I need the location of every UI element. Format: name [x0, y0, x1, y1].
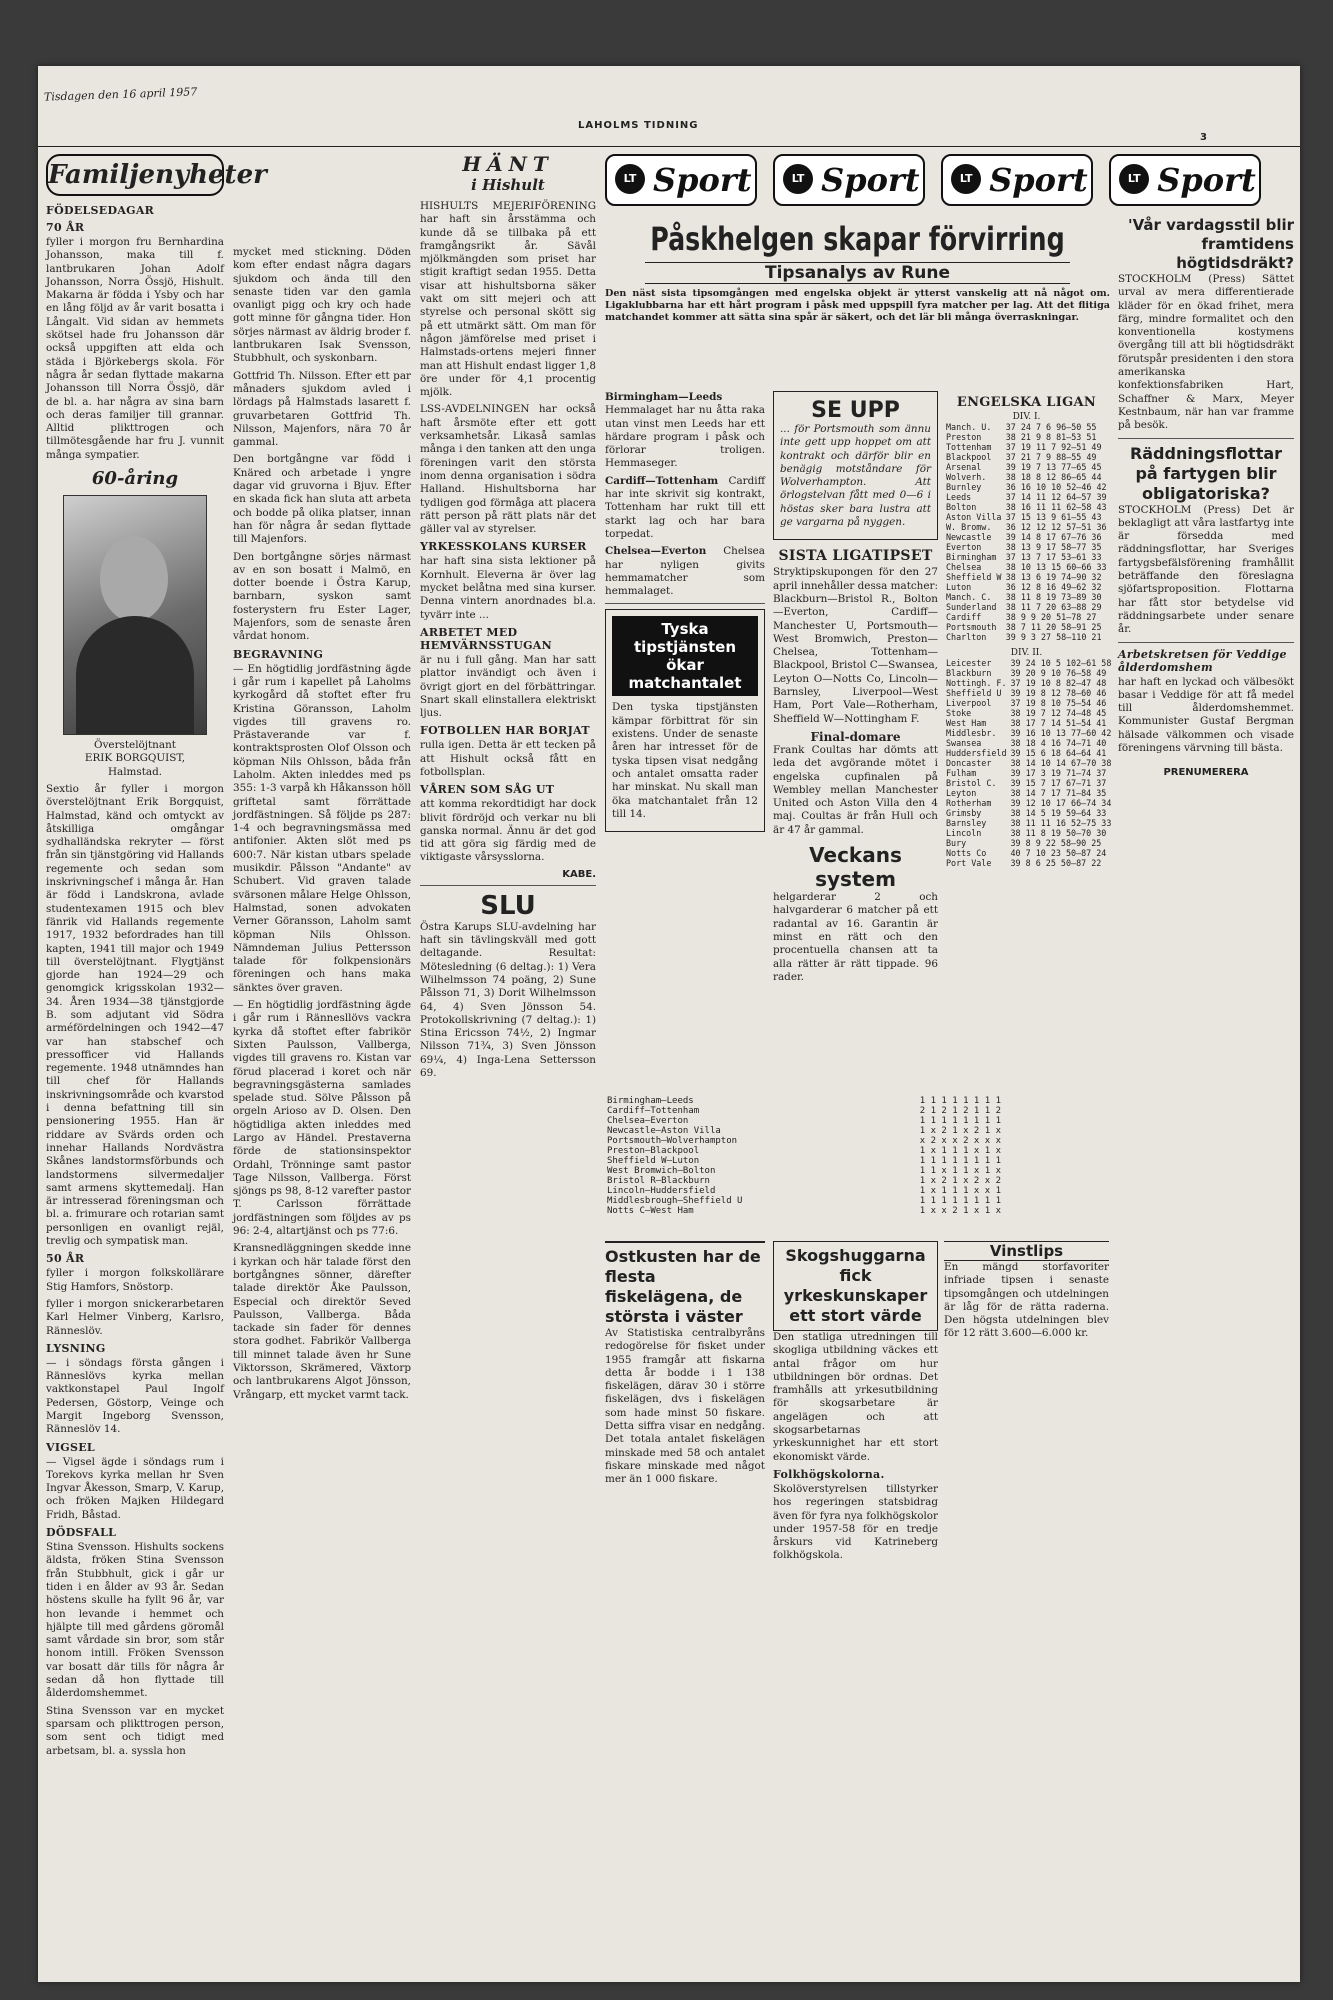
- dodsfall-text: Stina Svensson. Hishults sockens äldsta, fröken Stina Svensson från Stubbhult, gick i går ur tiden i en ålder av 93 år. Sedan höstens skulle ha fyllt 96 år, var hon levande i hemmet och hjälpte till med gårdens göromål samt vårdade sin bror, som står honom intill. Fröken Svensson var bosatt där tills för några år sedan då hon flyttade till ålderdomshemmet.: [46, 1541, 224, 1700]
- tyska-text: Den tyska tipstjänsten kämpar förbittrat för sin existens. Under de senaste åren har intresset för de tyska tipsen visat nedgång och antalet omsatta rader har minskat. Nu skall man öka matchantalet från 12 till 14.: [612, 701, 758, 820]
- league-row: [944, 658, 1113, 668]
- league-row: [944, 442, 1109, 452]
- league-row: [944, 572, 1109, 582]
- obit-nilsson-2: Den bortgångne var född i Knäred och arbetade i yngre dagar vid gruvorna i Bjuv. Efter en skada fick han sluta att arbeta och bodde på olika platser, innan han för några år sedan flyttade till Majenfors.: [233, 453, 411, 546]
- sport-col-b: [773, 391, 938, 1091]
- league-row: [944, 422, 1109, 432]
- raddning-title: Räddningsflottar på fartygen blir obligatoriska?: [1129, 443, 1283, 503]
- yrkes-header: YRKESSKOLANS KURSER: [420, 540, 587, 554]
- team-name: Notts C—West Ham: [607, 1206, 694, 1216]
- slu-rule: [420, 885, 596, 886]
- team-stats: 37 19 10 8 82—47 48: [1010, 678, 1107, 688]
- sista-ligatipset-text: Stryktipskupongen för den 27 april innehåller dessa matcher: Blackburn—Bristol R., Bolton—Everton, Cardiff—Manchester U, Portsmouth—West Bromwich, Preston—Chelsea, Tottenham—Blackpool, Bristol C—Swansea, Leyton O—Notts Co, Lincoln—Barnsley, Liverpool—West Ham, Port Vale—Rotherham, Sheffield W—Nottingham F.: [773, 566, 938, 725]
- text-70: fyller i morgon fru Bernhardina Johansson, maka till f. lantbrukaren Johan Adolf Johansson, Norra Össjö, Hishult. Makarna är födda i Ysby och har en lång följd av år varit bosatta i Långalt. Vid sidan av hemmets skötsel hade fru Johansson där också uppgiften att elda och städa i Björkebergs skola. För några år sedan flyttade makarna Johansson till Norra Össjö, där de bl. a. har några av sina barn och deras familjer till grannar. Alltid plikttrogen och tillmötesgående har fru J. vunnit många sympatier.: [46, 236, 224, 461]
- match2-text: [605, 475, 765, 541]
- match2-body: Cardiff har inte skrivit sig kontrakt, Tottenham har rukt till ett starkt lag och har bara torpedat.: [605, 474, 765, 540]
- team-stats: 38 19 7 12 74—48 45: [1010, 708, 1107, 718]
- tips-row: [605, 1096, 1109, 1106]
- team-stats: 1 1 1 1 1 1 1 1: [919, 1196, 1002, 1206]
- slu-title: SLU: [480, 890, 536, 921]
- team-name: Stoke: [946, 708, 972, 718]
- tips-row: [605, 1116, 1109, 1126]
- team-stats: 38 18 8 12 86—65 44: [1005, 472, 1102, 482]
- text-50a: fyller i morgon folkskollärare Stig Hamfors, Snöstorp.: [46, 1267, 224, 1293]
- league-row: [944, 688, 1113, 698]
- team-name: Portsmouth: [946, 622, 997, 632]
- team-name: W. Bromw.: [946, 522, 992, 532]
- age-60-header: 60-åring: [91, 468, 179, 490]
- team-name: Sheffield W—Luton: [607, 1156, 700, 1166]
- team-stats: 36 12 12 12 57—51 36: [1005, 522, 1107, 532]
- hant-column: [420, 152, 596, 1974]
- varen-header: VÅREN SOM SÅG UT: [420, 783, 555, 797]
- team-stats: 38 9 9 20 51—78 27: [1005, 612, 1097, 622]
- league-row: [944, 452, 1109, 462]
- league-row: [944, 768, 1113, 778]
- team-stats: 39 15 6 18 64—64 41: [1010, 748, 1107, 758]
- team-stats: 1 x 2 1 x 2 1 x: [919, 1126, 1002, 1136]
- team-name: Sheffield U: [946, 688, 1002, 698]
- match3-body: Chelsea har nyligen givits hemmamatcher som hemmalaget.: [605, 545, 765, 598]
- photo-caption-1: Överstelöjtnant: [94, 739, 176, 752]
- portrait-photo: [63, 495, 207, 735]
- team-stats: 38 11 7 20 63—88 29: [1005, 602, 1102, 612]
- team-stats: 38 14 7 17 71—84 35: [1010, 788, 1107, 798]
- team-name: Cardiff: [946, 612, 982, 622]
- league-row: [944, 612, 1109, 622]
- team-stats: 39 24 10 5 102—61 58: [1010, 658, 1112, 668]
- team-stats: 38 16 11 11 62—58 43: [1005, 502, 1107, 512]
- league-row: [944, 758, 1113, 768]
- team-name: Everton: [946, 542, 982, 552]
- sport-word: Sport: [989, 161, 1088, 199]
- portrait-head: [100, 536, 168, 622]
- team-stats: 38 11 11 16 52—75 33: [1010, 818, 1112, 828]
- hemvarn-header: ARBETET MED HEMVÄRNSSTUGAN: [420, 625, 552, 652]
- team-name: West Ham: [946, 718, 987, 728]
- arbetskretsen-title: Arbetskretsen för Veddige ålderdomshem: [1118, 647, 1287, 674]
- sport-banner-3: [941, 154, 1093, 206]
- team-stats: 39 8 6 25 50—87 22: [1010, 858, 1102, 868]
- tips-row: [605, 1186, 1109, 1196]
- team-stats: 1 x 2 1 x 2 x 2: [919, 1176, 1002, 1186]
- team-stats: 1 x x 2 1 x 1 x: [919, 1206, 1002, 1216]
- team-stats: 38 13 9 17 58—77 35: [1005, 542, 1102, 552]
- sport-word: Sport: [821, 161, 920, 199]
- team-name: Leyton: [946, 788, 977, 798]
- final-domare-title: Final-domare: [810, 729, 901, 744]
- match1-text: [605, 391, 765, 471]
- team-stats: 38 21 9 8 81—53 51: [1005, 432, 1097, 442]
- league-row: [944, 562, 1109, 572]
- page-date: Tisdagen den 16 april 1957: [43, 85, 198, 104]
- league-row: [944, 718, 1113, 728]
- team-stats: 38 10 13 15 60—66 33: [1005, 562, 1107, 572]
- team-stats: 1 1 1 1 1 1 1 1: [919, 1096, 1002, 1106]
- league-row: [944, 728, 1113, 738]
- obit-continued: mycket med stickning. Döden kom efter endast några dagars sjukdom och ända till den senaste tiden var den gamla ovanligt pigg och kry och hade gott minne för gångna tider. Hon sörjes närmast av äldrig broder f. lantbrukaren Isak Svensson, Stubbhult, och syskonbarn.: [233, 246, 411, 365]
- team-stats: 1 x 1 1 1 x 1 x: [919, 1146, 1002, 1156]
- team-name: West Bromwich—Bolton: [607, 1166, 716, 1176]
- lysning-header: LYSNING: [46, 1341, 106, 1355]
- team-name: Wolverh.: [946, 472, 987, 482]
- hemvarn-text: är nu i full gång. Man har satt plattor invändigt och även i övrigt gjort en del förbättringar. Snart skall elinstallera elektriskt ljus.: [420, 653, 596, 720]
- sport-word: Sport: [653, 161, 752, 199]
- league-row: [944, 602, 1109, 612]
- paper-name: LAHOLMS TIDNING: [578, 120, 699, 131]
- lt-badge-icon: LT: [615, 164, 645, 194]
- team-name: Chelsea—Everton: [607, 1116, 689, 1126]
- raddning-rule: [1118, 438, 1294, 439]
- age-50-header: 50 ÅR: [46, 1252, 85, 1266]
- match1-name: Birmingham—Leeds: [605, 391, 723, 403]
- sport-banner-1: [605, 154, 757, 206]
- team-name: Doncaster: [946, 758, 992, 768]
- photo-caption-2: ERIK BORGQUIST,: [84, 752, 186, 765]
- tips-row: [605, 1206, 1109, 1216]
- team-stats: 37 13 7 17 53—61 33: [1005, 552, 1102, 562]
- team-stats: 39 14 8 17 67—76 36: [1005, 532, 1102, 542]
- team-name: Barnsley: [946, 818, 987, 828]
- league-row: [944, 858, 1113, 868]
- team-name: Preston: [946, 432, 982, 442]
- league-row: [944, 462, 1109, 472]
- team-name: Rotherham: [946, 798, 992, 808]
- match3-text: [605, 545, 765, 598]
- main-subtitle: Tipsanalys av Rune: [645, 262, 1070, 284]
- final-domare-text: Frank Coultas har dömts att leda det avgörande mötet i engelska cupfinalen på Wembley mellan Manchester United och Aston Villa den 4 maj. Coultas är från Hull och är 47 år gammal.: [773, 743, 938, 836]
- folkhogskolorna-title: Folkhögskolorna.: [773, 1467, 885, 1481]
- team-name: Port Vale: [946, 858, 992, 868]
- lysning-text: — i söndags första gången i Ränneslövs kyrka mellan vaktkonstapel Paul Ingolf Pedersen, Göstorp, Veinge och Margit Ingeborg Svensson, Ränneslöv 14.: [46, 1356, 224, 1436]
- tips-row: [605, 1166, 1109, 1176]
- team-name: Lincoln: [946, 828, 982, 838]
- dodsfall-text-2: Stina Svensson var en mycket sparsam och plikttrogen person, som sent och tidigt med arbetsam, bl. a. syssla hon: [46, 1704, 224, 1757]
- team-stats: x 2 x x 2 x x x: [919, 1136, 1002, 1146]
- league-row: [944, 552, 1109, 562]
- page-number: 3: [1200, 132, 1207, 143]
- team-stats: 37 19 11 7 92—51 49: [1005, 442, 1102, 452]
- ostkusten-title: Ostkusten har de flesta fiskelägena, de största i väster: [605, 1241, 765, 1327]
- tips-table: [605, 1096, 1109, 1216]
- team-stats: 36 12 8 16 49—62 32: [1005, 582, 1102, 592]
- hant-lss: LSS-AVDELNINGEN har också haft årsmöte efter ett gott verksamhetsår. Likaså samlas många i den tanken att den unga föreningen varit den största inom denna organisation i södra Halland. Hishultsborna har tydligen god förmåga att placera rätt person på rätt plats när det gäller val av styrelser.: [420, 403, 596, 536]
- team-stats: 38 14 5 19 59—64 33: [1010, 808, 1107, 818]
- lt-badge-icon: LT: [783, 164, 813, 194]
- team-stats: 39 19 8 12 78—60 46: [1010, 688, 1107, 698]
- league-row: [944, 502, 1109, 512]
- team-name: Birmingham: [946, 552, 997, 562]
- main-headline: Påskhelgen skapar förvirring: [650, 220, 1065, 258]
- team-name: Middlesbr.: [946, 728, 997, 738]
- tips-system: [605, 1096, 1109, 1236]
- obit-nilsson-3: Den bortgångne sörjes närmast av en son bosatt i Malmö, en dotter boende i Östra Karup, barnbarn, syskon samt fosterystern fru Ester Lager, Majenfors, som de senaste åren vårdat honom.: [233, 550, 411, 643]
- team-name: Bristol C.: [946, 778, 997, 788]
- text-50b: fyller i morgon snickerarbetaren Karl Helmer Vinberg, Karlsro, Ränneslöv.: [46, 1297, 224, 1337]
- age-70-header: 70 ÅR: [46, 221, 85, 234]
- team-stats: 1 1 1 1 1 1 1 1: [919, 1156, 1002, 1166]
- skog-title: Skogshuggarna fick yrkeskunskaper ett stort värde: [773, 1241, 938, 1331]
- div1-title: DIV. I.: [1012, 412, 1041, 422]
- team-name: Tottenham: [946, 442, 992, 452]
- team-name: Arsenal: [946, 462, 982, 472]
- league-row: [944, 582, 1109, 592]
- skog-article: [773, 1241, 938, 1976]
- league-row: [944, 432, 1109, 442]
- raddning-text: STOCKHOLM (Press) Det är beklagligt att våra lastfartyg inte är försedda med räddningsflottar, har Sveriges fartygsbefälsförening framhållit beträffande den föreslagna sjöfartsproposition. Flottarna har fått stor betydelse vid räddningsarbete under senare år.: [1118, 503, 1294, 636]
- tips-row: [605, 1136, 1109, 1146]
- lt-badge-icon: LT: [1119, 164, 1149, 194]
- tips-row: [605, 1196, 1109, 1206]
- sport-banner-2: [773, 154, 925, 206]
- tips-row: [605, 1106, 1109, 1116]
- veckans-title: Veckans system: [809, 843, 902, 892]
- kransnedlaggning-text: Kransnedläggningen skedde inne i kyrkan och här talade först den bortgångnes sönner, därefter talade direktör Åke Paulsson, Especial och direktör Seved Paulsson, Vallberga. Båda tackade sin fader för dennes stora godhet. Fabrikör Vallberga till minnet talade även hr Sune Viktorsson, Skrämered, Växtorp och lantbrukarens Algot Jönsson, Vrångarp, ett mycket varmt tack.: [233, 1242, 411, 1401]
- team-name: Liverpool: [946, 698, 992, 708]
- team-name: Bristol R—Blackburn: [607, 1176, 710, 1186]
- team-name: Birmingham—Leeds: [607, 1096, 694, 1106]
- div2-table: [944, 658, 1113, 868]
- tyska-title: Tyska tipstjänsten ökar matchantalet: [612, 616, 758, 696]
- league-row: [944, 592, 1109, 602]
- league-row: [944, 678, 1113, 688]
- team-name: Leicester: [946, 658, 992, 668]
- team-name: Bury: [946, 838, 967, 848]
- match1-body: Hemmalaget har nu åtta raka utan vinst men Leeds har ett härdare program i påsk och förlorar troligen. Hemmaseger.: [605, 404, 765, 470]
- team-name: Chelsea: [946, 562, 982, 572]
- league-row: [944, 522, 1109, 532]
- team-name: Preston—Blackpool: [607, 1146, 700, 1156]
- team-stats: 37 15 13 9 61—55 43: [1005, 512, 1102, 522]
- tips-row: [605, 1146, 1109, 1156]
- league-tables: [944, 391, 1112, 1091]
- lt-badge-icon: LT: [951, 164, 981, 194]
- team-name: Portsmouth—Wolverhampton: [607, 1136, 738, 1146]
- team-stats: 1 1 x 1 1 x 1 x: [919, 1166, 1002, 1176]
- slu-text: Östra Karups SLU-avdelning har haft sin tävlingskväll med gott deltagande. Resultat: Mötesledning (6 deltag.): 1) Vera Wilhelmsson 74 poäng, 2) Sune Pålsson 71, 3) Dorit Wilhelmsson 64, 4) Sven Jönsson 54. Protokollskrivning (7 deltag.): 1) Stina Ericsson 74½, 2) Ingmar Nilsson 71¾, 3) Sven Jönsson 69¼, 4) Inga-Lena Settersson 69.: [420, 920, 596, 1080]
- tips-row: [605, 1156, 1109, 1166]
- team-name: Charlton: [946, 632, 987, 642]
- league-row: [944, 788, 1113, 798]
- team-name: Sheffield W: [946, 572, 1002, 582]
- portrait-uniform: [76, 616, 194, 734]
- league-row: [944, 622, 1109, 632]
- team-stats: 1 x 1 1 1 x x 1: [919, 1186, 1002, 1196]
- folkhogskolorna-text: Skolöverstyrelsen tillstyrker hos regeringen statsbidrag även för fyra nya folkhögskolor under 1957-58 för en tredje årskurs vid Katrineberg folkhögskola.: [773, 1482, 938, 1562]
- sport-word: Sport: [1157, 161, 1256, 199]
- vigsel-header: VIGSEL: [46, 1440, 95, 1454]
- tyska-box: [605, 609, 765, 832]
- veckans-text: helgarderar 2 och halvgarderar 6 matcher på ett radantal av 16. Garantin är minst en rätt och den procentuella chansen att ta alla rätter är rätt tippade. 96 rader.: [773, 891, 938, 983]
- team-name: Notts Co: [946, 848, 987, 858]
- team-stats: 2 1 2 1 2 1 1 2: [919, 1106, 1002, 1116]
- team-stats: 39 12 10 17 66—74 34: [1010, 798, 1112, 808]
- team-name: Swansea: [946, 738, 982, 748]
- league-row: [944, 632, 1109, 642]
- team-name: Newcastle—Aston Villa: [607, 1126, 721, 1136]
- se-upp-title: SE UPP: [811, 398, 900, 423]
- newspaper-page: [38, 66, 1300, 1982]
- birthdays-header: FÖDELSEDAGAR: [46, 204, 155, 217]
- team-stats: 38 18 4 16 74—71 40: [1010, 738, 1107, 748]
- team-name: Aston Villa: [946, 512, 1002, 522]
- team-stats: 39 20 9 10 76—58 49: [1010, 668, 1107, 678]
- team-stats: 38 17 7 14 51—54 41: [1010, 718, 1107, 728]
- begravning-text: — En högtidlig jordfästning ägde i går rum i kapellet på Laholms kyrkogård då stoftet efter fru Kristina Göransson, Laholm vigdes till gravens ro. Prästaverande var f. kontraktsprosten Olof Olsson och köpman Nils Ohlsson, båda från Laholm. Akten inleddes med ps 355: 1-3 varpå kh Håkansson höll griftetal samt förrättade jordfästningen. Så följde ps 287: 1-4 och begravningsmässa med antifonier. Akten slöt med ps 600:7. När kistan utbars spelade musikdir. Pålsson "Andante" av Schubert. Vid graven talade svärsonen målare Helge Ohlsson, Halmstad, sonen advokaten Verner Göransson, Laholm samt köpman Nils Ohlsson. Nämndeman Julius Pettersson talade för folkpensionärs föreningen och hans maka sänktes över graven.: [233, 662, 411, 994]
- vardag-title: 'Vår vardagsstil blir framtidens högtidsdräkt?: [1128, 216, 1294, 272]
- sport-col-a: [605, 391, 765, 1091]
- league-row: [944, 818, 1113, 828]
- ostkusten-text: Av Statistiska centralbyråns redogörelse för fisket under 1955 framgår att fiskarna detta år bodde i 1 138 fiskelägen, därav 30 i större fiskelägen, dvs i fiskelägen som hade minst 50 fiskare. Detta siffra visar en nedgång. Det totala antalet fiskelägen minskade med 58 och antalet fiskare minskade med något mer än 1 000 fiskare.: [605, 1327, 765, 1486]
- team-stats: 37 21 7 9 88—55 49: [1005, 452, 1097, 462]
- right-column: [1118, 216, 1294, 1976]
- vinstlips-text: En mängd storfavoriter infriade tipsen i senaste tipsomgången och utdelningen är låg för de rätta raderna. Den högsta utdelningen blev för 12 rätt 3.600—6.000 kr.: [944, 1261, 1109, 1340]
- team-stats: 38 11 8 19 73—89 30: [1005, 592, 1102, 602]
- tips-row: [605, 1126, 1109, 1136]
- engelska-ligan-title: ENGELSKA LIGAN: [956, 395, 1097, 410]
- league-row: [944, 708, 1113, 718]
- main-lead: Den näst sista tipsomgången med engelska objekt är ytterst vanskelig att nå något om. Ligaklubbarna har ett hårt program i påsk med uppspill fyra matcher per lag. Att det flitiga matchandet kommer att sätta sina spår är säkert, och det lär bli många överraskningar.: [605, 288, 1110, 323]
- match3-name: Chelsea—Everton: [605, 545, 707, 558]
- team-stats: 37 24 7 6 96—50 55: [1005, 422, 1097, 432]
- vinstlips-article: [944, 1241, 1109, 1976]
- sport-main: [605, 216, 1110, 386]
- prenumerera-label: PRENUMERERA: [1163, 767, 1249, 779]
- hant-title: HÄNT: [462, 152, 554, 176]
- se-upp-box: [773, 391, 938, 540]
- team-stats: 36 16 10 10 52—46 42: [1005, 482, 1107, 492]
- hant-subtitle: i Hishult: [471, 176, 545, 194]
- header-rule: [38, 146, 1300, 147]
- team-name: Huddersfield: [946, 748, 1007, 758]
- sista-ligatipset-title: SISTA LIGATIPSET: [778, 548, 933, 565]
- league-row: [944, 698, 1113, 708]
- hant-mejeri: HISHULTS MEJERIFÖRENING har haft sin årsstämma och kunde då se tillbaka på ett framgångsrikt år. Sävål mjölkmängden som priset har stigit kraftigt sedan 1955. Detta visar att hishultsborna säker vakt om sitt mejeri och att styrelse och personal skött sig på ett utmärkt sätt. Om man för någon jämförelse med priset i Halmstads-ortens mejeri finner man att Hishult endast ligger 1,8 öre under för 4,1 procentig mjölk.: [420, 200, 596, 399]
- league-row: [944, 748, 1113, 758]
- team-stats: 37 19 8 10 75—54 46: [1010, 698, 1107, 708]
- team-name: Bolton: [946, 502, 977, 512]
- team-stats: 39 15 7 17 67—71 37: [1010, 778, 1107, 788]
- team-name: Leeds: [946, 492, 972, 502]
- team-name: Blackburn: [946, 668, 992, 678]
- se-upp-text: ... för Portsmouth som ännu inte gett upp hoppet om att kontrakt och därför blir en benägig motståndare för Wolverhampton. Att örlogstelvan fått med 0—6 i höstas sker bara lustra att ge vargarna på nyggen.: [780, 423, 931, 529]
- team-stats: 40 7 10 23 50—87 24: [1010, 848, 1107, 858]
- photo-caption-3: Halmstad.: [107, 765, 163, 778]
- hant-signature: KABE.: [562, 868, 596, 880]
- league-row: [944, 798, 1113, 808]
- team-name: Cardiff—Tottenham: [607, 1106, 700, 1116]
- tips-row: [605, 1176, 1109, 1186]
- league-row: [944, 512, 1109, 522]
- team-name: Fulham: [946, 768, 977, 778]
- div1-table: [944, 422, 1109, 642]
- team-name: Nottingh. F.: [946, 678, 1007, 688]
- obituary-column: [233, 246, 411, 1974]
- vigsel-text: — Vigsel ägde i söndags rum i Torekovs kyrka mellan hr Sven Ingvar Åkesson, Smarp, V. Karup, och fröken Majken Hildegard Fridh, Båstad.: [46, 1455, 224, 1521]
- vardag-text: STOCKHOLM (Press) Sättet urval av mera differentierade kläder för en ökad frihet, mera färg, mindre formalitet och den konventionella kostymens övergång till att bli högtidsdräkt förutspår presidenten i den stora amerikanska konfektionsfabriken Hart, Schaffner & Marx, Meyer Kestnbaum, när han var framme på besök.: [1118, 273, 1294, 432]
- league-row: [944, 838, 1113, 848]
- league-row: [944, 828, 1113, 838]
- team-stats: 1 1 1 1 1 1 1 1: [919, 1116, 1002, 1126]
- league-row: [944, 472, 1109, 482]
- sport-banner-4: [1109, 154, 1261, 206]
- yrkes-text: har haft sina sista lektioner på Kornhult. Eleverna är över lag mycket belåtna med sina kurser. Denna vintern anordnades bl.a. tyvärr inte ...: [420, 555, 596, 621]
- text-60: Sextio år fyller i morgon överstelöjtnant Erik Borgquist, Halmstad, känd och omtyckt av åtskilliga omgångar sydhalländska rekryter — först från sin tjänstgöring vid Hallands regemente och sedan som inskrivningschef i många år. Han är född i Landskrona, avlade studentexamen 1915 och blev fänrik vid Hallands regemente 1917, 1932 befordrades han till kapten, 1941 till major och 1949 till överstelöjtnant. Flygtjänst gjorde han 1924—29 och genomgick krigsskolan 1932—34. Åren 1934—38 tjänstgjorde B. som adjutant vid Södra arméfördelningen och 1942—47 var han stabschef och pressofficer vid Hallands regemente. 1948 utnämndes han till chef för Hallands inskrivningsområde och kvarstod i denna befattning till sin pensionering 1955. Han är riddare av Svärds orden och innehar Hallands Nordvästra Skånes landstormsförbunds och landstormens silvermedaljer samt armens skyttemedalj. Han är intresserad föreningsman och bl. a. frimurare och rotarian samt personligen en ovanligt rejäl, trevlig och sympatisk man.: [46, 782, 224, 1248]
- league-row: [944, 738, 1113, 748]
- begravning-text-2: — En högtidlig jordfästning ägde i går rum i Rännesllövs vackra kyrka då stoftet efter fabrikör Sixten Paulsson, Vallberga, vigdes till gravens ro. Kistan var förud placerad i koret och när begravningsgästerna samlades spelade stud. Sölve Pålsson på orgeln Arioso av D. Olsen. Den högtidliga akten inleddes med Largo av Händel. Prestaverna förde de stationsinspektor Ordahl, Trönninge samt pastor Tage Nilsson, Vallberga. Först sjöngs ps 98, 8-12 varefter pastor T. Carlsson förrättade jordfästningen som följdes av ps 96: 2-4, altartjänst och ps 77:6.: [233, 999, 411, 1238]
- obit-nilsson: Gottfrid Th. Nilsson. Efter ett par månaders sjukdom avled i lördags på Halmstads lasarett f. gruvarbetaren Gottfrid Th. Nilsson, Majenfors, nära 70 år gammal.: [233, 369, 411, 449]
- team-stats: 39 16 10 13 77—60 42: [1010, 728, 1112, 738]
- team-name: Sunderland: [946, 602, 997, 612]
- team-stats: 38 13 6 19 74—90 32: [1005, 572, 1102, 582]
- sport-banner-row: [605, 154, 1295, 210]
- team-name: Grimsby: [946, 808, 982, 818]
- team-name: Blackpool: [946, 452, 992, 462]
- team-name: Manch. C.: [946, 592, 992, 602]
- div2-title: DIV. II.: [1010, 648, 1043, 658]
- skog-text: Den statliga utredningen till skogliga utbildning väckes ett antal frågor om hur utbildningen bör ordnas. Det framhålls att yrkesutbildning för skogsarbetare är angelägen och att skogsarbetarnas yrkeskunnighet har ett stort ekonomiskt värde.: [773, 1331, 938, 1463]
- arbetskretsen-text: har haft en lyckad och välbesökt basar i Veddige för att få medel till ålderdomshemmet. Kommunister Gustaf Bergman hälsade välkommen och visade föreningens värvning till bästa.: [1118, 675, 1294, 755]
- family-column: [46, 154, 267, 1974]
- league-row: [944, 808, 1113, 818]
- varen-text: att komma rekordtidigt har dock blivit fördröjd och verkar nu bli ganska normal. Ännu är det god tid att göra sig färdig med de viktigaste vårsysslorna.: [420, 798, 596, 864]
- dodsfall-header: DÖDSFALL: [46, 1526, 117, 1540]
- league-row: [944, 778, 1113, 788]
- team-name: Lincoln—Huddersfield: [607, 1186, 716, 1196]
- team-name: Luton: [946, 582, 972, 592]
- team-name: Newcastle: [946, 532, 992, 542]
- team-stats: 39 17 3 19 71—74 37: [1010, 768, 1107, 778]
- team-stats: 39 19 7 13 77—65 45: [1005, 462, 1102, 472]
- arbets-rule: [1118, 642, 1294, 643]
- vinstlips-title: Vinstlips: [944, 1241, 1109, 1261]
- tyska-rule: [605, 603, 765, 604]
- fotboll-text: rulla igen. Detta är ett tecken på att Hishult också fått en fotbollsplan.: [420, 739, 596, 778]
- team-stats: 38 14 10 14 67—70 38: [1010, 758, 1112, 768]
- match2-name: Cardiff—Tottenham: [605, 474, 719, 487]
- team-stats: 39 8 9 22 58—90 25: [1010, 838, 1102, 848]
- family-title: Familjenyheter: [46, 154, 224, 196]
- team-stats: 39 9 3 27 58—110 21: [1005, 632, 1102, 642]
- team-name: Middlesbrough—Sheffield U: [607, 1196, 743, 1206]
- team-name: Manch. U.: [946, 422, 992, 432]
- team-stats: 38 11 8 19 50—70 30: [1010, 828, 1107, 838]
- league-row: [944, 668, 1113, 678]
- league-row: [944, 492, 1109, 502]
- team-stats: 37 14 11 12 64—57 39: [1005, 492, 1107, 502]
- begravning-header: BEGRAVNING: [233, 647, 324, 661]
- ostkusten-article: [605, 1241, 765, 1976]
- league-row: [944, 542, 1109, 552]
- league-row: [944, 532, 1109, 542]
- fotboll-header: FOTBOLLEN HAR BORJAT: [420, 724, 590, 738]
- team-name: Burnley: [946, 482, 982, 492]
- team-stats: 38 7 11 20 58—91 25: [1005, 622, 1102, 632]
- league-row: [944, 482, 1109, 492]
- league-row: [944, 848, 1113, 858]
